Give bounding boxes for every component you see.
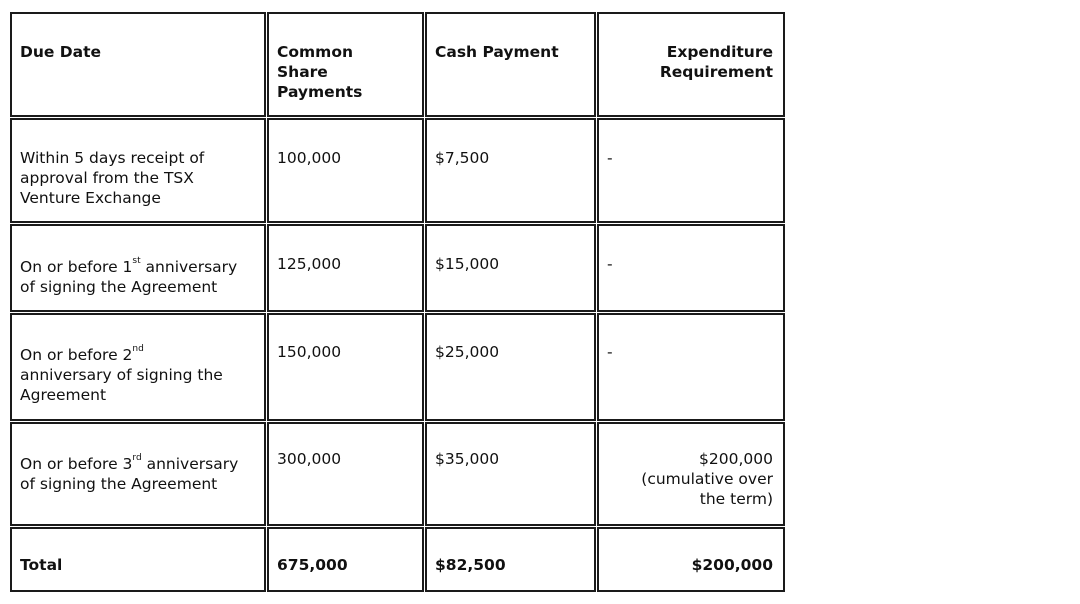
table-row-1-due-date: Within 5 days receipt of approval from the TSX Venture Exchange [10, 118, 266, 223]
header-common-share [267, 12, 424, 117]
header-due-date [10, 12, 266, 117]
table-total-label: Total [10, 527, 266, 592]
table-row-2-due-date: On or before 1st anniversary of signing the Agreement [10, 224, 266, 312]
table-row-2-expenditure: - [597, 224, 785, 312]
table-row-3-due-date: On or before 2nd anniversary of signing the Agreement [10, 313, 266, 421]
header-cash-payment-label: Cash Payment [435, 43, 559, 61]
header-common-share-label: Common Share Payments [277, 43, 363, 101]
header-expenditure-label: Expenditure Requirement [659, 43, 773, 81]
header-expenditure [597, 12, 785, 117]
table-row-1-cash-payment: $7,500 [425, 118, 596, 223]
table-row-2-cash-payment: $15,000 [425, 224, 596, 312]
table-total-cash-payment: $82,500 [425, 527, 596, 592]
table-row-4-due-date: On or before 3rd anniversary of signing the Agreement [10, 422, 266, 526]
table-row-1-expenditure: - [597, 118, 785, 223]
table-row-2-common-share: 125,000 [267, 224, 424, 312]
table-row-3-common-share: 150,000 [267, 313, 424, 421]
table-row-4-expenditure: $200,000 (cumulative over the term) [597, 422, 785, 526]
table-row-3-expenditure: - [597, 313, 785, 421]
table-total-expenditure: $200,000 [597, 527, 785, 592]
table-row-4-common-share: 300,000 [267, 422, 424, 526]
table-total-common-share: 675,000 [267, 527, 424, 592]
table-row-4-cash-payment: $35,000 [425, 422, 596, 526]
header-due-date-label: Due Date [20, 43, 102, 61]
table-row-1-common-share: 100,000 [267, 118, 424, 223]
table-row-3-cash-payment: $25,000 [425, 313, 596, 421]
header-cash-payment [425, 12, 596, 117]
